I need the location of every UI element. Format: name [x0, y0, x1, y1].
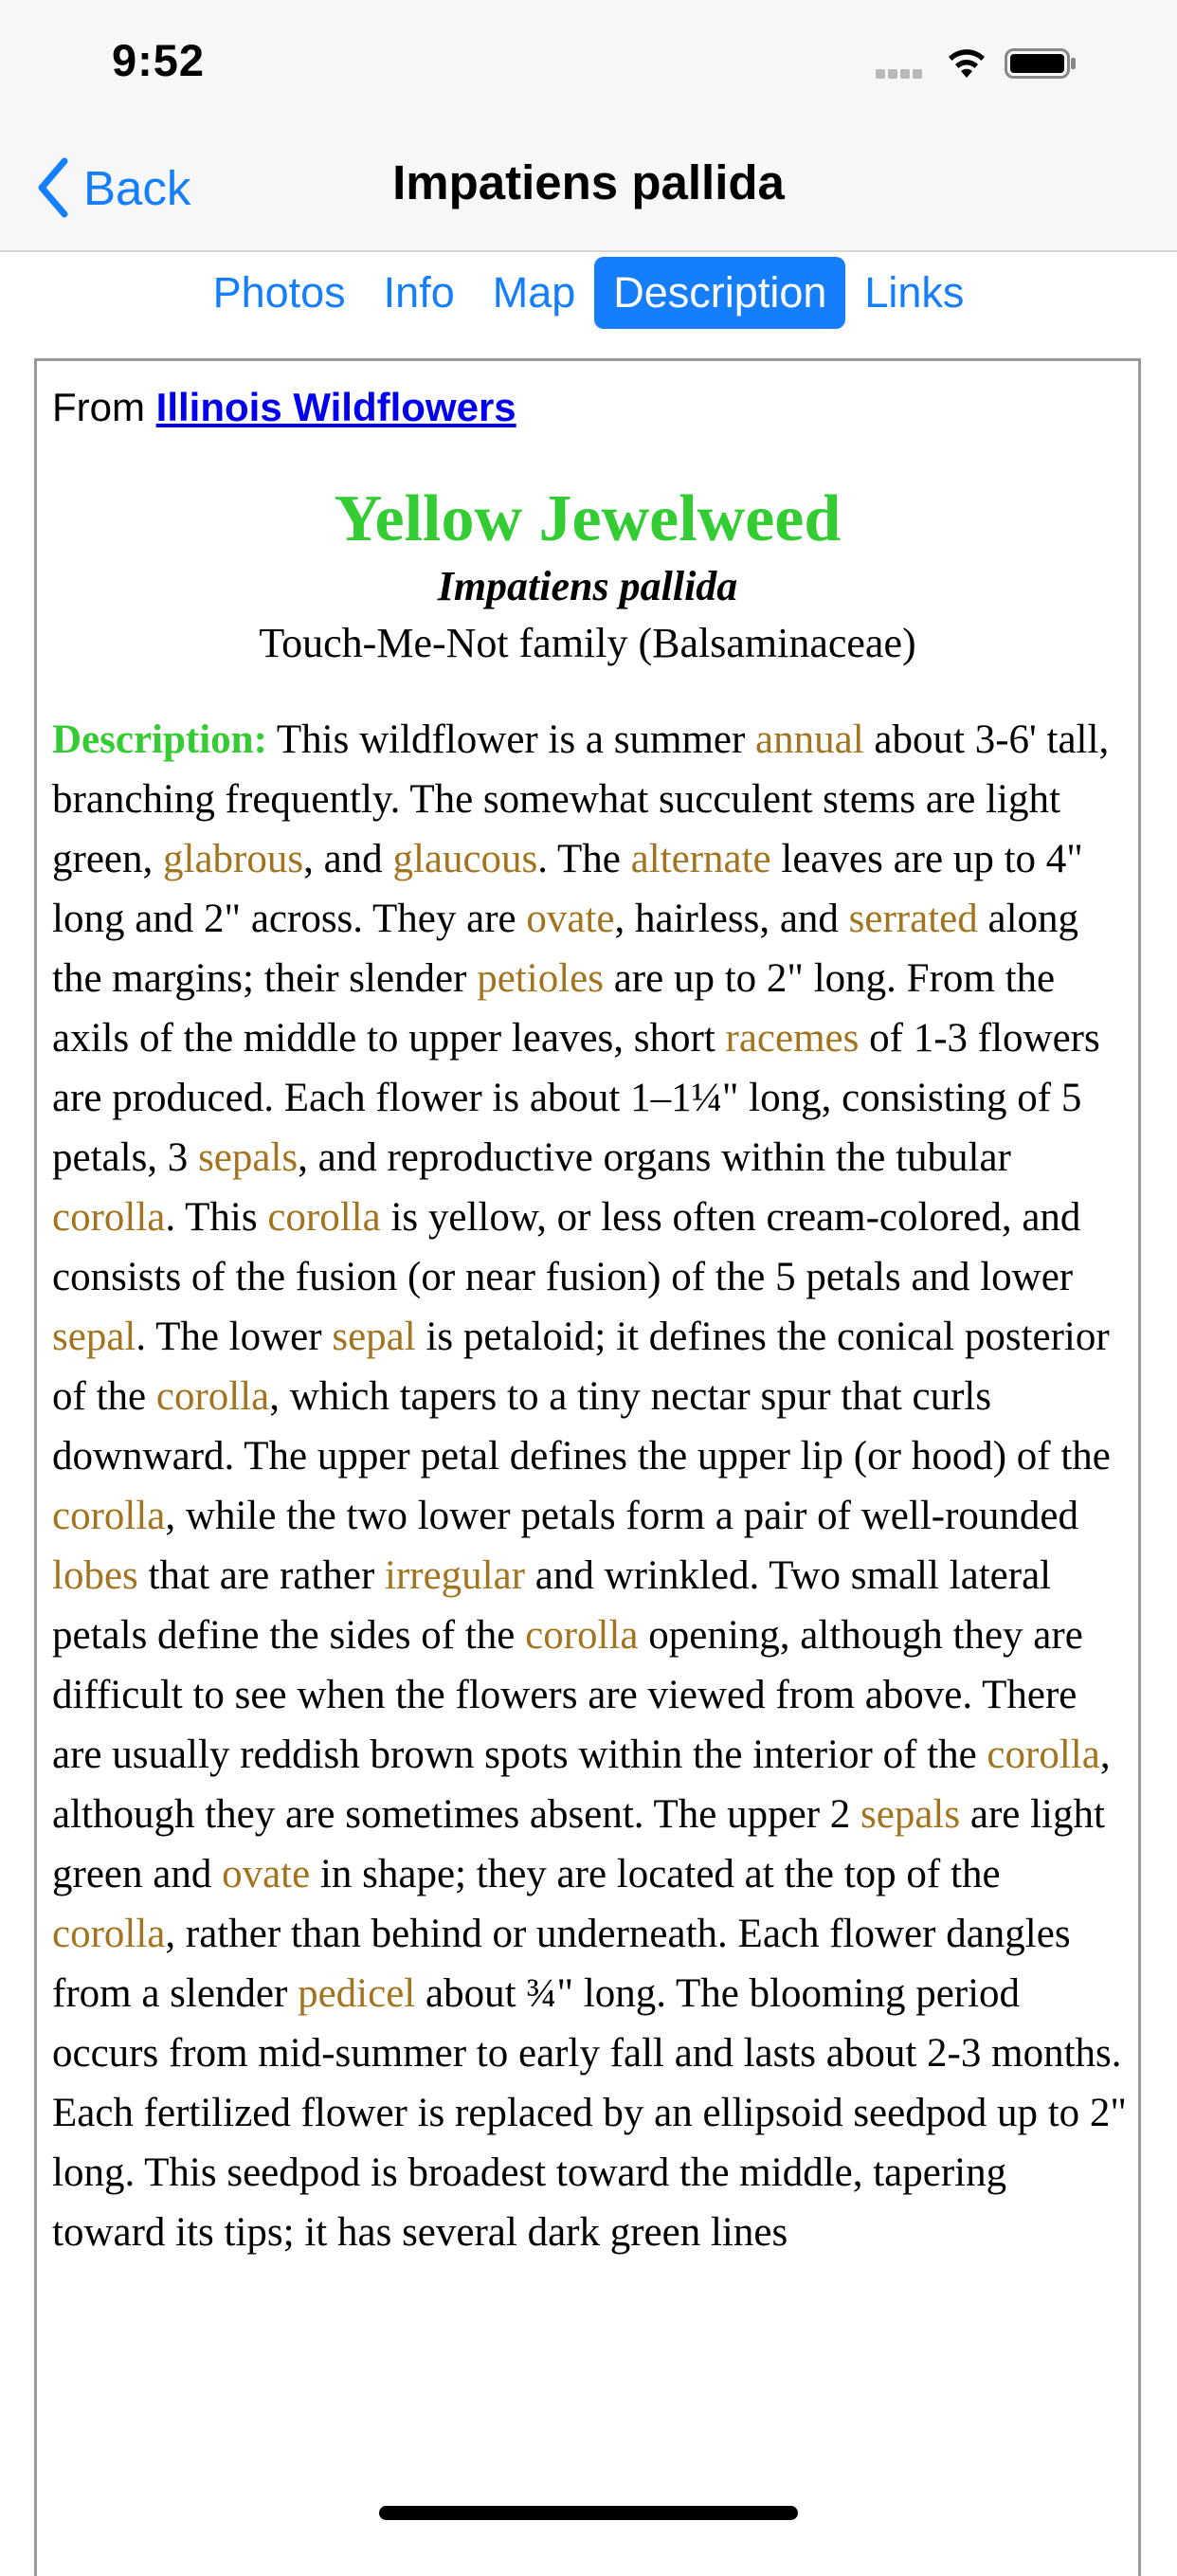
glossary-term-link[interactable]: racemes: [725, 1016, 860, 1061]
glossary-term-link[interactable]: sepals: [860, 1792, 961, 1837]
back-label: Back: [83, 160, 191, 215]
description-text: is yellow, or less often cream-colored, and consists of the fusion (or near fusion) of the 5 petals and lower: [52, 1195, 1081, 1299]
description-text: are up to 2" long. From the axils of the middle to upper leaves, short: [52, 956, 1056, 1061]
description-text: , and: [303, 837, 393, 881]
status-icons: [876, 42, 1160, 85]
battery-icon: [1005, 45, 1078, 82]
glossary-term-link[interactable]: sepals: [198, 1135, 299, 1180]
home-indicator[interactable]: [379, 2506, 798, 2520]
source-line: [52, 382, 1123, 433]
description-text: are light green and: [52, 1792, 1105, 1896]
tab-photos[interactable]: Photos: [212, 268, 346, 317]
description-text: , while the two lower petals form a pair of well-rounded: [165, 1494, 1079, 1538]
glossary-term-link[interactable]: corolla: [52, 1912, 166, 1956]
tab-description[interactable]: Description: [594, 257, 845, 329]
scientific-name: Impatiens pallida: [437, 563, 738, 609]
glossary-term-link[interactable]: corolla: [52, 1195, 166, 1240]
description-text: This wildflower is a summer: [266, 717, 756, 762]
description-text: , although they are sometimes absent. The upper 2: [52, 1732, 1111, 1837]
glossary-term-link[interactable]: glabrous: [163, 837, 304, 881]
description-text: about 3-6' tall, branching frequently. The somewhat succulent stems are light green,: [52, 717, 1110, 881]
description-text: along the margins; their slender: [52, 897, 1079, 1001]
description-paragraph: [52, 710, 1129, 2262]
common-name: Yellow Jewelweed: [334, 482, 842, 555]
description-text: in shape; they are located at the top of the: [310, 1852, 1001, 1896]
glossary-term-link[interactable]: sepal: [332, 1315, 416, 1359]
glossary-term-link[interactable]: irregular: [385, 1553, 526, 1598]
status-time: 9:52: [112, 35, 206, 85]
description-label: Description:: [52, 717, 267, 762]
glossary-term-link[interactable]: serrated: [848, 897, 978, 941]
description-text: . This: [165, 1195, 268, 1240]
glossary-term-link[interactable]: corolla: [52, 1494, 166, 1538]
glossary-term-link[interactable]: corolla: [267, 1195, 381, 1240]
glossary-term-link[interactable]: ovate: [526, 897, 615, 941]
glossary-term-link[interactable]: pedicel: [298, 1971, 416, 2016]
tab-links[interactable]: Links: [864, 268, 965, 317]
tab-info[interactable]: Info: [383, 268, 455, 317]
glossary-term-link[interactable]: lobes: [52, 1553, 138, 1598]
description-text: is petaloid; it defines the conical posterior of the: [52, 1315, 1110, 1419]
description-webview[interactable]: [34, 358, 1141, 2576]
glossary-term-link[interactable]: corolla: [155, 1374, 270, 1419]
description-body: [52, 717, 1127, 2255]
tab-map[interactable]: Map: [492, 268, 576, 317]
glossary-term-link[interactable]: sepal: [52, 1315, 136, 1359]
description-text: . The lower: [136, 1315, 333, 1359]
glossary-term-link[interactable]: corolla: [987, 1732, 1100, 1777]
glossary-term-link[interactable]: glaucous: [392, 837, 538, 881]
wifi-icon: [944, 44, 989, 80]
description-text: and wrinkled. Two small lateral petals define the sides of the: [52, 1553, 1052, 1658]
description-text: , rather than behind or underneath. Each flower dangles from a slender: [52, 1912, 1071, 2016]
cellular-signal-icon: [876, 66, 925, 83]
source-prefix: From: [52, 385, 145, 429]
glossary-term-link[interactable]: alternate: [630, 837, 771, 881]
glossary-term-link[interactable]: corolla: [525, 1613, 639, 1658]
description-text: , which tapers to a tiny nectar spur that curls downward. The upper petal defines the upper lip (or hood) of the: [52, 1374, 1111, 1478]
glossary-term-link[interactable]: annual: [755, 717, 864, 762]
description-text: , hairless, and: [614, 897, 849, 941]
description-text: opening, although they are difficult to see when the flowers are viewed from above. There are usually reddish brown spots within the interior of the: [52, 1613, 1083, 1777]
description-text: that are rather: [137, 1553, 386, 1598]
description-text: about ¾" long. The blooming period occurs from mid-summer to early fall and lasts about 2-3 months. Each fertilized flower is replaced by an ellipsoid seedpod up to 2" long. This seedpod is broadest toward the middle, tapering toward its tips; it has several dark green lines: [52, 1971, 1127, 2255]
navigation-header: [0, 0, 1177, 252]
page-title: Impatiens pallida: [392, 155, 785, 209]
description-text: . The: [537, 837, 631, 881]
source-link[interactable]: Illinois Wildflowers: [155, 385, 516, 429]
description-text: of 1-3 flowers are produced. Each flower is about 1–1¼" long, consisting of 5 petals, 3: [52, 1016, 1100, 1180]
glossary-term-link[interactable]: petioles: [477, 956, 604, 1001]
species-heading: [52, 481, 1123, 672]
glossary-term-link[interactable]: ovate: [222, 1852, 311, 1896]
segmented-tabs: [0, 254, 1177, 332]
description-text: leaves are up to 4" long and 2" across. They are: [52, 837, 1083, 941]
family-name: Touch-Me-Not family (Balsaminaceae): [259, 620, 916, 666]
description-text: , and reproductive organs within the tubular: [298, 1135, 1011, 1180]
